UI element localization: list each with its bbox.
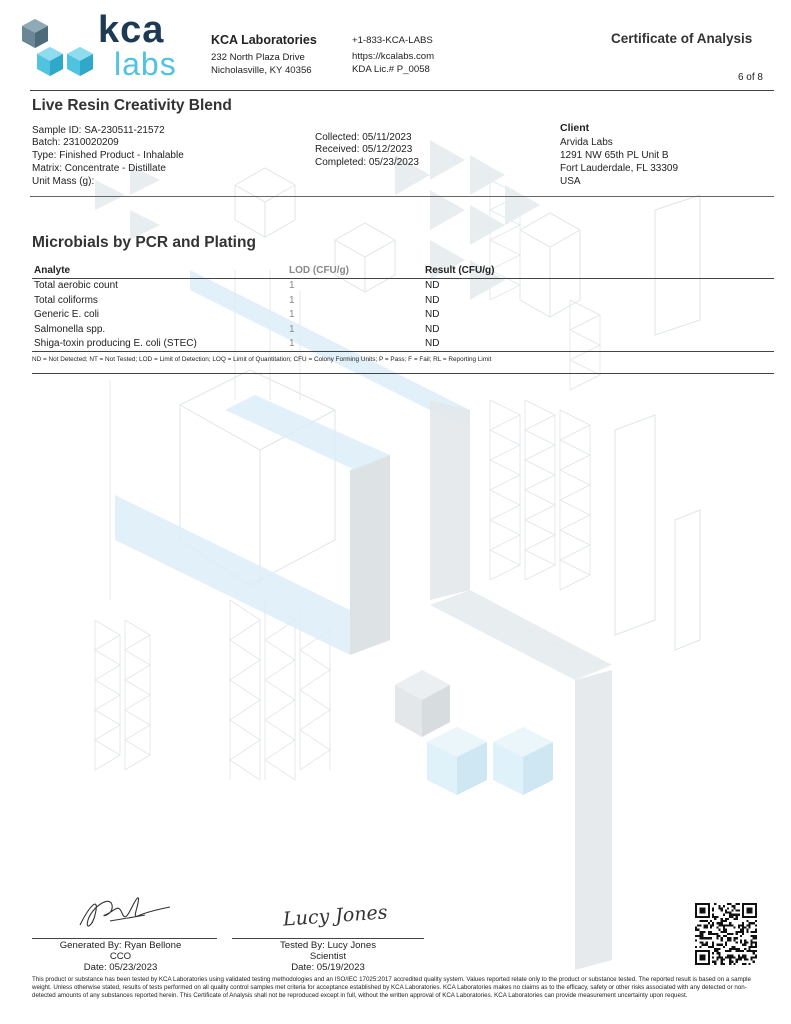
qr-code-icon[interactable] [695,903,757,965]
client-street: 1291 NW 65th PL Unit B [560,150,669,161]
abbreviations-footnote: ND = Not Detected; NT = Not Tested; LOD = Limit of Detection; LOQ = Limit of Quantitation; CFU = Colony Forming Units; P = Pass; F = Fail; RL = Reporting Limit [32,356,492,363]
product-name: Live Resin Creativity Blend [32,97,232,114]
lab-phone: +1-833-KCA-LABS [352,35,433,46]
page-number: 6 of 8 [737,72,763,83]
tested-by-date: Date: 05/19/2023 [291,962,365,973]
signature-ryan-bellone [70,885,180,935]
generated-by-date: Date: 05/23/2023 [83,962,158,973]
generated-by-role: CCO [109,951,132,962]
received-date: Received: 05/12/2023 [315,144,413,155]
client-city: Fort Lauderdale, FL 33309 [560,163,679,174]
client-name: Arvida Labs [560,137,613,148]
result-cell: ND [425,323,440,335]
legal-disclaimer: This product or substance has been tested by KCA Laboratories using validated testing methodologies and an ISO/IEC 17025:2017 accredited quality system. Values reported relate only to the product or substance tested. The reported result is based on a sample weight. Unless otherwise stated, results of tests performed on all quality control samples met criteria for acceptance established by KCA Laboratories. KCA Laboratories makes no claims as to the efficacy, safety or other risks associated with any detected or non-detected amounts of any substances reported herein. This Certificate of Analysis shall not be reproduced except in full, without the written approval of KCA Laboratories. KCA Laboratories can provide measurement uncertainty upon request. [32,976,751,999]
col-header-lod: LOD (CFU/g) [289,265,349,276]
result-cell: ND [425,280,440,291]
lab-license: KDA Lic.# P_0058 [352,64,430,75]
lab-address-line2: Nicholasville, KY 40356 [211,65,312,76]
lod-cell: 1 [289,323,295,335]
lab-address-line1: 232 North Plaza Drive [211,52,305,63]
logo-text-labs: labs [114,46,177,82]
section-title: Microbials by PCR and Plating [32,234,256,251]
document-title: Certificate of Analysis [611,31,753,46]
logo-text-kca: kca [98,9,165,51]
analyte-cell: Total aerobic count [34,280,118,291]
result-cell: ND [425,309,440,320]
tested-by [232,940,424,973]
signature-line-1 [32,938,217,939]
col-header-result: Result (CFU/g) [425,265,495,276]
lod-cell: 1 [289,294,295,306]
result-cell: ND [425,294,440,306]
header-divider [30,90,774,91]
generated-by [32,940,209,973]
matrix: Matrix: Concentrate - Distillate [32,163,166,174]
table-header-rule [32,278,774,279]
client-country: USA [560,176,581,187]
generated-by-name: Generated By: Ryan Bellone [59,940,182,951]
completed-date: Completed: 05/23/2023 [315,157,419,168]
client-heading: Client [560,122,590,134]
analyte-cell: Salmonella spp. [34,323,106,335]
lod-cell: 1 [289,338,295,349]
signature-line-2 [232,938,424,939]
lod-cell: 1 [289,309,295,320]
tested-by-role: Scientist [309,951,347,962]
logo-cubes-icon [22,19,93,76]
analyte-cell: Total coliforms [34,294,98,306]
sample-id: Sample ID: SA-230511-21572 [32,125,165,136]
analyte-cell: Generic E. coli [34,309,100,320]
unit-mass: Unit Mass (g): [32,176,95,187]
collected-date: Collected: 05/11/2023 [315,132,412,143]
info-divider [30,196,774,197]
tested-by-name: Tested By: Lucy Jones [280,940,376,951]
lab-name: KCA Laboratories [211,33,317,47]
col-header-analyte: Analyte [34,265,71,276]
footnote-rule [32,373,774,374]
sample-type: Type: Finished Product - Inhalable [32,150,184,161]
lod-cell: 1 [289,280,295,291]
analyte-cell: Shiga-toxin producing E. coli (STEC) [34,338,197,349]
signature-lucy-jones: Lucy Jones [282,901,389,931]
batch: Batch: 2310020209 [32,137,119,148]
table-bottom-rule [32,351,774,352]
result-cell: ND [425,338,440,349]
lab-website-link[interactable]: https://kcalabs.com [352,51,435,62]
